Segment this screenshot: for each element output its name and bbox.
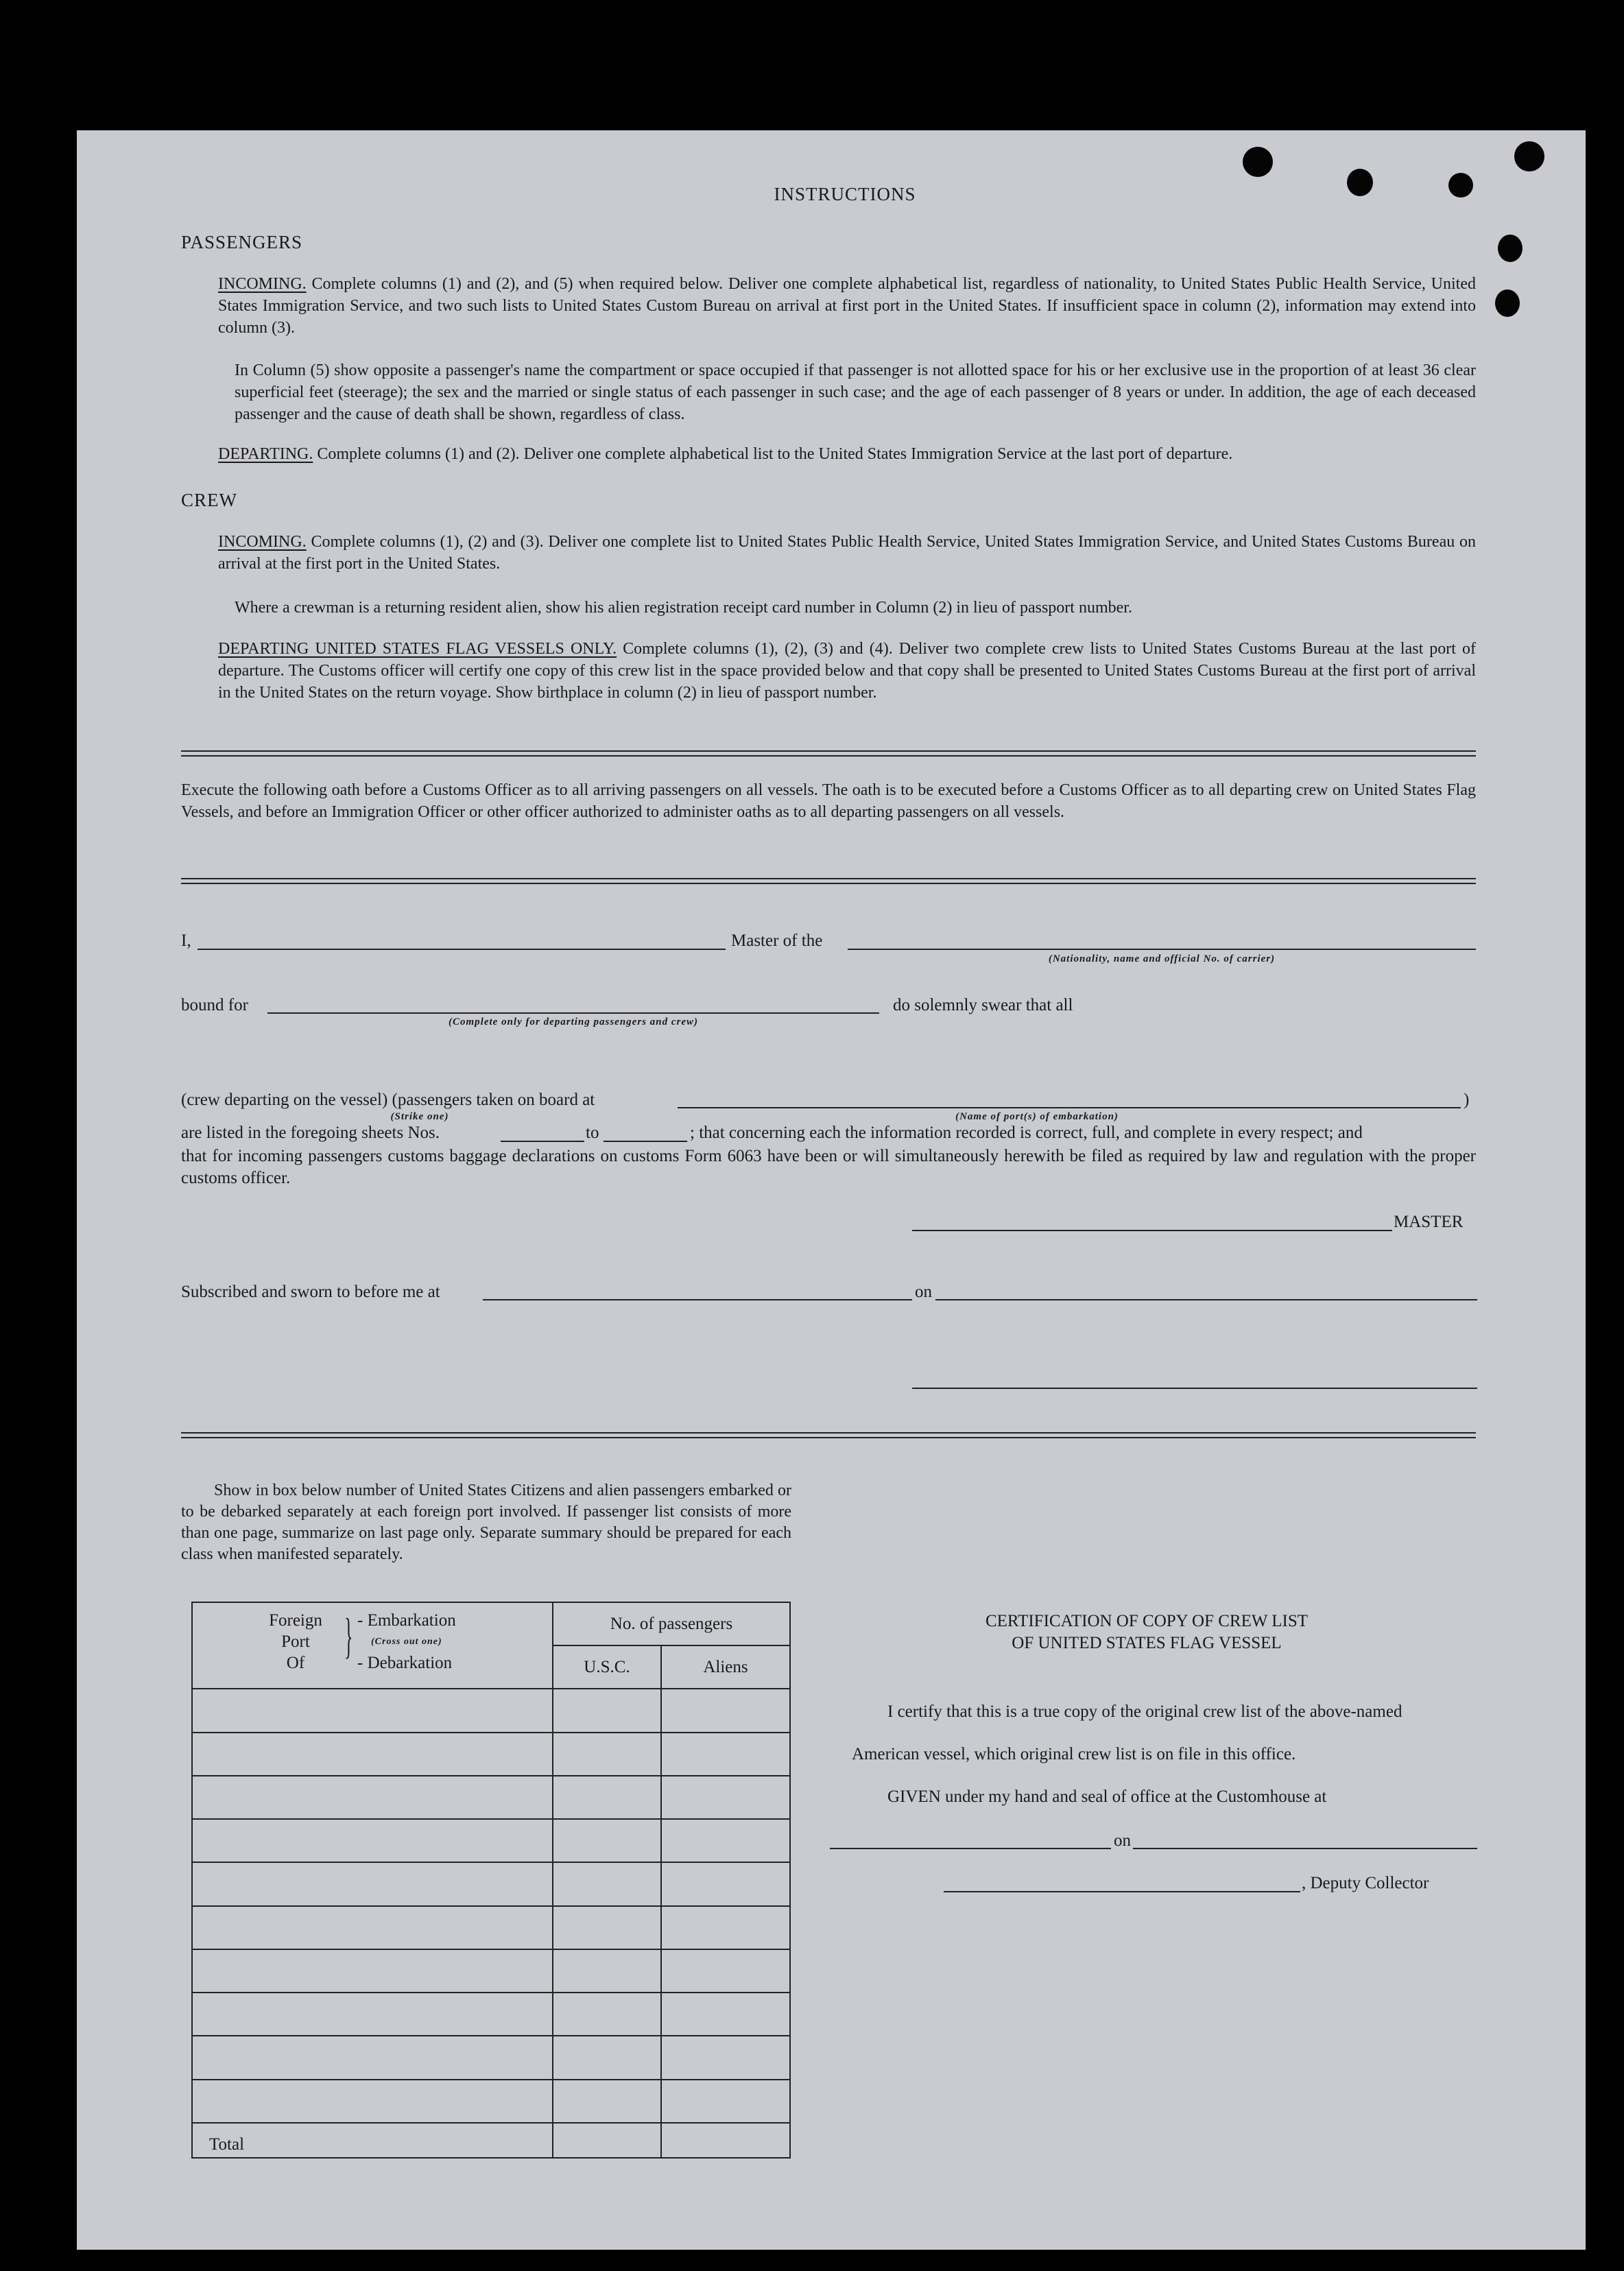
cert-on-label: on bbox=[1114, 1831, 1131, 1850]
master-label: MASTER bbox=[1394, 1213, 1464, 1231]
given-text: GIVEN under my hand and seal of office at the Customhouse at bbox=[887, 1787, 1327, 1806]
certification-title bbox=[852, 1610, 1442, 1654]
usc-cell[interactable] bbox=[553, 1689, 661, 1732]
passenger-summary-table bbox=[191, 1602, 791, 2159]
usc-cell[interactable] bbox=[553, 1733, 661, 1776]
aliens-header: Aliens bbox=[661, 1645, 790, 1689]
passengers-departing-text: Complete columns (1) and (2). Deliver one complete alphabetical list to the United States Immigration Service at the last port of departure. bbox=[317, 445, 1233, 463]
i-label: I, bbox=[181, 931, 191, 950]
cross-out-hint: (Cross out one) bbox=[371, 1637, 442, 1647]
aliens-cell[interactable] bbox=[661, 1993, 790, 2036]
crew-heading: CREW bbox=[181, 490, 237, 510]
table-row bbox=[192, 1776, 790, 1819]
carrier-field[interactable] bbox=[848, 949, 1476, 950]
aliens-cell[interactable] bbox=[661, 1733, 790, 1776]
port-cell[interactable] bbox=[192, 1689, 553, 1732]
table-row bbox=[192, 1819, 790, 1862]
table-row bbox=[192, 1993, 790, 2036]
foreign-port-header bbox=[192, 1602, 553, 1689]
passengers-departing-label: DEPARTING. bbox=[218, 445, 313, 463]
form-page bbox=[77, 130, 1586, 2250]
usc-cell[interactable] bbox=[553, 1862, 661, 1905]
statement-line2: that for incoming passengers customs baggage declarations on customs Form 6063 have been or will simultaneously herewith be filed as required by law and regulation with the proper customs officer. bbox=[181, 1147, 1476, 1187]
crew-departing-label: DEPARTING UNITED STATES FLAG VESSELS ONLY. bbox=[218, 640, 617, 658]
usc-cell[interactable] bbox=[553, 1776, 661, 1819]
aliens-cell[interactable] bbox=[661, 1862, 790, 1905]
port-cell[interactable] bbox=[192, 1906, 553, 1949]
instructions-title: INSTRUCTIONS bbox=[774, 184, 916, 204]
aliens-cell[interactable] bbox=[661, 1689, 790, 1732]
ports-hint: (Name of port(s) of embarkation) bbox=[955, 1111, 1119, 1122]
aliens-cell[interactable] bbox=[661, 1906, 790, 1949]
strike-hint: (Strike one) bbox=[390, 1111, 449, 1122]
to-label: to bbox=[586, 1123, 599, 1142]
subscribed-label: Subscribed and sworn to before me at bbox=[181, 1283, 440, 1301]
usc-cell[interactable] bbox=[553, 2036, 661, 2079]
punch-hole bbox=[1514, 141, 1544, 171]
brace-icon: } bbox=[344, 1608, 353, 1663]
on-label: on bbox=[915, 1283, 932, 1301]
master-signature-field[interactable] bbox=[912, 1230, 1392, 1231]
certify-line1: I certify that this is a true copy of the original crew list of the above-named bbox=[887, 1702, 1402, 1721]
no-passengers-header: No. of passengers bbox=[553, 1602, 790, 1645]
double-rule bbox=[181, 878, 1476, 884]
table-row bbox=[192, 1949, 790, 1993]
crew-incoming-text: Complete columns (1), (2) and (3). Deliver one complete list to United States Public Health Service, United States Immigration Service, and United States Customs Bureau on arrival at the first port in the United States. bbox=[218, 533, 1477, 573]
close-paren: ) bbox=[1464, 1091, 1470, 1109]
crew-departing-paragraph bbox=[218, 638, 1476, 704]
port-label: Port bbox=[281, 1632, 310, 1651]
usc-cell[interactable] bbox=[553, 1949, 661, 1993]
carrier-hint: (Nationality, name and official No. of carrier) bbox=[1048, 953, 1276, 964]
crew-passengers-label: (crew departing on the vessel) (passengers taken on board at bbox=[181, 1091, 595, 1109]
table-row bbox=[192, 2036, 790, 2079]
certification-title-line2: OF UNITED STATES FLAG VESSEL bbox=[1012, 1634, 1282, 1652]
embarkation-ports-field[interactable] bbox=[678, 1107, 1461, 1108]
embarkation-label: - Embarkation bbox=[357, 1611, 456, 1630]
officer-signature-field[interactable] bbox=[912, 1388, 1477, 1389]
punch-hole bbox=[1243, 147, 1273, 177]
usc-header: U.S.C. bbox=[553, 1645, 661, 1689]
swear-label: do solemnly swear that all bbox=[893, 996, 1073, 1014]
table-row bbox=[192, 1906, 790, 1949]
double-rule bbox=[181, 750, 1476, 757]
passengers-departing-paragraph bbox=[218, 443, 1476, 465]
bound-for-field[interactable] bbox=[267, 1012, 879, 1014]
aliens-cell[interactable] bbox=[661, 2036, 790, 2079]
total-usc-cell[interactable] bbox=[553, 2123, 661, 2158]
master-name-field[interactable] bbox=[198, 949, 726, 950]
deputy-collector-signature-field[interactable] bbox=[944, 1891, 1300, 1892]
table-row bbox=[192, 1862, 790, 1905]
port-cell[interactable] bbox=[192, 1862, 553, 1905]
table-row bbox=[192, 1733, 790, 1776]
cert-date-field[interactable] bbox=[1133, 1848, 1477, 1849]
crew-departing-text: Complete columns (1), (2), (3) and (4). Deliver two complete crew lists to United States Customs Bureau at the last port of departure. The Customs officer will certify one copy of this crew list in the space provided below and that copy shall be presented to United States Customs Bureau at the first port of arrival in the United States on the return voyage. Show birthplace in column (2) in lieu of passport number. bbox=[218, 640, 1477, 702]
debarkation-label: - Debarkation bbox=[357, 1654, 453, 1672]
crew-incoming-paragraph bbox=[218, 531, 1476, 575]
sheet-to-field[interactable] bbox=[604, 1141, 687, 1142]
passengers-column5-paragraph: In Column (5) show opposite a passenger's name the compartment or space occupied if that passenger is not allotted space for his or her exclusive use in the proportion of at least 36 clear superficial feet (steerage); the sex and the married or single status of each passenger in such case; and the age of each passenger of 8 years or under. In addition, the age of each deceased passenger and the cause of death shall be shown, regardless of class. bbox=[235, 361, 1476, 423]
listed-label: are listed in the foregoing sheets Nos. bbox=[181, 1123, 440, 1142]
aliens-cell[interactable] bbox=[661, 1819, 790, 1862]
summary-instructions: Show in box below number of United States Citizens and alien passengers embarked or to be debarked separately at each foreign port involved. If passenger list consists of more than one page, summarize on last page only. Separate summary should be prepared for each class when manifested separately. bbox=[181, 1482, 791, 1563]
usc-cell[interactable] bbox=[553, 2080, 661, 2123]
sworn-date-field[interactable] bbox=[935, 1299, 1477, 1300]
master-of-label: Master of the bbox=[731, 931, 823, 950]
foreign-label: Foreign bbox=[269, 1611, 322, 1630]
usc-cell[interactable] bbox=[553, 1993, 661, 2036]
port-cell[interactable] bbox=[192, 1993, 553, 2036]
port-cell[interactable] bbox=[192, 1819, 553, 1862]
bound-for-label: bound for bbox=[181, 996, 248, 1014]
deputy-collector-label: , Deputy Collector bbox=[1302, 1874, 1429, 1892]
passengers-incoming-text: Complete columns (1) and (2), and (5) when required below. Deliver one complete alphabetical list, regardless of nationality, to United States Public Health Service, United States Immigration Service, and two such lists to United States Custom Bureau on arrival at first port in the United States. If insufficient space in column (2), information may extend into column (3). bbox=[218, 275, 1477, 337]
bound-for-hint: (Complete only for departing passengers and crew) bbox=[449, 1016, 698, 1027]
aliens-cell[interactable] bbox=[661, 1776, 790, 1819]
total-aliens-cell[interactable] bbox=[661, 2123, 790, 2158]
port-cell[interactable] bbox=[192, 1733, 553, 1776]
aliens-cell[interactable] bbox=[661, 2080, 790, 2123]
usc-cell[interactable] bbox=[553, 1819, 661, 1862]
of-label: Of bbox=[286, 1654, 305, 1672]
customhouse-field[interactable] bbox=[830, 1848, 1111, 1849]
crew-resident-paragraph: Where a crewman is a returning resident alien, show his alien registration receipt card number in Column (2) in lieu of passport number. bbox=[235, 599, 1132, 617]
total-label: Total bbox=[192, 2123, 553, 2158]
certify-line2: American vessel, which original crew list is on file in this office. bbox=[852, 1745, 1296, 1763]
port-cell[interactable] bbox=[192, 2080, 553, 2123]
punch-hole bbox=[1495, 289, 1520, 317]
table-row bbox=[192, 2080, 790, 2123]
sheet-from-field[interactable] bbox=[501, 1141, 584, 1142]
port-cell[interactable] bbox=[192, 1949, 553, 1993]
passengers-incoming-label: INCOMING. bbox=[218, 275, 307, 293]
sworn-place-field[interactable] bbox=[483, 1299, 912, 1300]
usc-cell[interactable] bbox=[553, 1906, 661, 1949]
passengers-heading: PASSENGERS bbox=[181, 232, 303, 252]
oath-intro: Execute the following oath before a Customs Officer as to all arriving passengers on all vessels. The oath is to be executed before a Customs Officer as to all departing crew on United States Flag Vessels, and before an Immigration Officer or other officer authorized to administer oaths as to all departing passengers on all vessels. bbox=[181, 781, 1476, 821]
table-row bbox=[192, 1689, 790, 1732]
statement-rest: ; that concerning each the information recorded is correct, full, and complete in every respect; and bbox=[690, 1123, 1363, 1142]
port-cell[interactable] bbox=[192, 2036, 553, 2079]
crew-incoming-label: INCOMING. bbox=[218, 533, 307, 551]
punch-hole bbox=[1498, 235, 1522, 262]
double-rule bbox=[181, 1432, 1476, 1438]
certification-title-line1: CERTIFICATION OF COPY OF CREW LIST bbox=[985, 1612, 1309, 1630]
aliens-cell[interactable] bbox=[661, 1949, 790, 1993]
port-cell[interactable] bbox=[192, 1776, 553, 1819]
passengers-incoming-paragraph bbox=[218, 273, 1476, 339]
